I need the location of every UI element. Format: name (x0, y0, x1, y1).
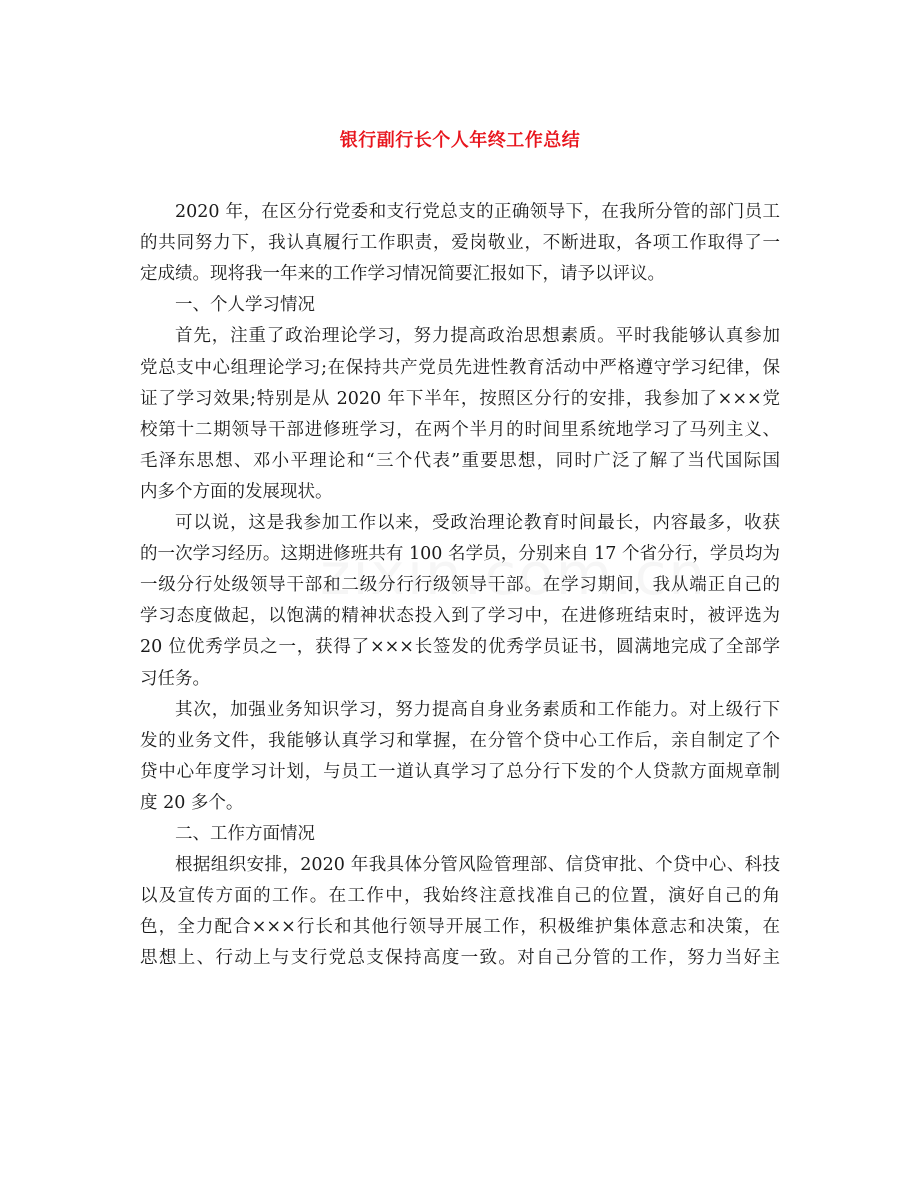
paragraph-line: 学习态度做起，以饱满的精神状态投入到了学习中，在进修班结束时，被评选为 (140, 606, 780, 627)
paragraph-line: 习任务。 (140, 668, 210, 689)
section-heading: 二、工作方面情况 (175, 823, 315, 844)
paragraph-line: 20 位优秀学员之一，获得了×××长签发的优秀学员证书，圆满地完成了全部学 (140, 637, 780, 658)
paragraph-line: 内多个方面的发展现状。 (140, 481, 333, 502)
paragraph-line: 度 20 多个。 (140, 792, 244, 813)
document-title: 银行副行长个人年终工作总结 (339, 130, 581, 151)
paragraph-line: 以及宣传方面的工作。在工作中，我始终注意找准自己的位置，演好自己的角 (140, 886, 780, 907)
paragraph-line: 党总支中心组理论学习;在保持共产党员先进性教育活动中严格遵守学习纪律，保 (140, 357, 780, 378)
paragraph-line: 贷中心年度学习计划，与员工一道认真学习了总分行下发的个人贷款方面规章制 (140, 761, 780, 782)
paragraph-line: 2020 年，在区分行党委和支行党总支的正确领导下，在我所分管的部门员工 (175, 202, 780, 223)
paragraph-line: 首先，注重了政治理论学习，努力提高政治思想素质。平时我能够认真参加 (175, 326, 780, 347)
paragraph-line: 定成绩。现将我一年来的工作学习情况简要汇报如下，请予以评议。 (140, 264, 665, 285)
paragraph-line: 校第十二期领导干部进修班学习，在两个半月的时间里系统地学习了马列主义、 (140, 419, 780, 440)
paragraph-line: 色，全力配合×××行长和其他行领导开展工作，积极维护集体意志和决策，在 (140, 917, 780, 938)
paragraph-line: 一级分行处级领导干部和二级分行行级领导干部。在学习期间，我从端正自己的 (140, 575, 780, 596)
paragraph-line: 思想上、行动上与支行党总支保持高度一致。对自己分管的工作，努力当好主 (140, 948, 780, 969)
section-heading: 一、个人学习情况 (175, 295, 315, 316)
paragraph-line: 的一次学习经历。这期进修班共有 100 名学员，分别来自 17 个省分行，学员均为 (140, 544, 780, 565)
paragraph-line: 可以说，这是我参加工作以来，受政治理论教育时间最长，内容最多，收获 (175, 513, 780, 534)
document-body (140, 166, 780, 974)
paragraph-line: 其次，加强业务知识学习，努力提高自身业务素质和工作能力。对上级行下 (175, 699, 780, 720)
paragraph-line: 根据组织安排，2020 年我具体分管风险管理部、信贷审批、个贷中心、科技 (175, 855, 780, 876)
paragraph-line: 证了学习效果;特别是从 2020 年下半年，按照区分行的安排，我参加了×××党 (140, 388, 780, 409)
blank-line (140, 166, 780, 197)
paragraph-line: 毛泽东思想、邓小平理论和“三个代表”重要思想，同时广泛了解了当代国际国 (140, 450, 780, 471)
paragraph-line: 的共同努力下，我认真履行工作职责，爱岗敬业，不断进取，各项工作取得了一 (140, 233, 780, 254)
paragraph-line: 发的业务文件，我能够认真学习和掌握，在分管个贷中心工作后，亲自制定了个 (140, 730, 780, 751)
